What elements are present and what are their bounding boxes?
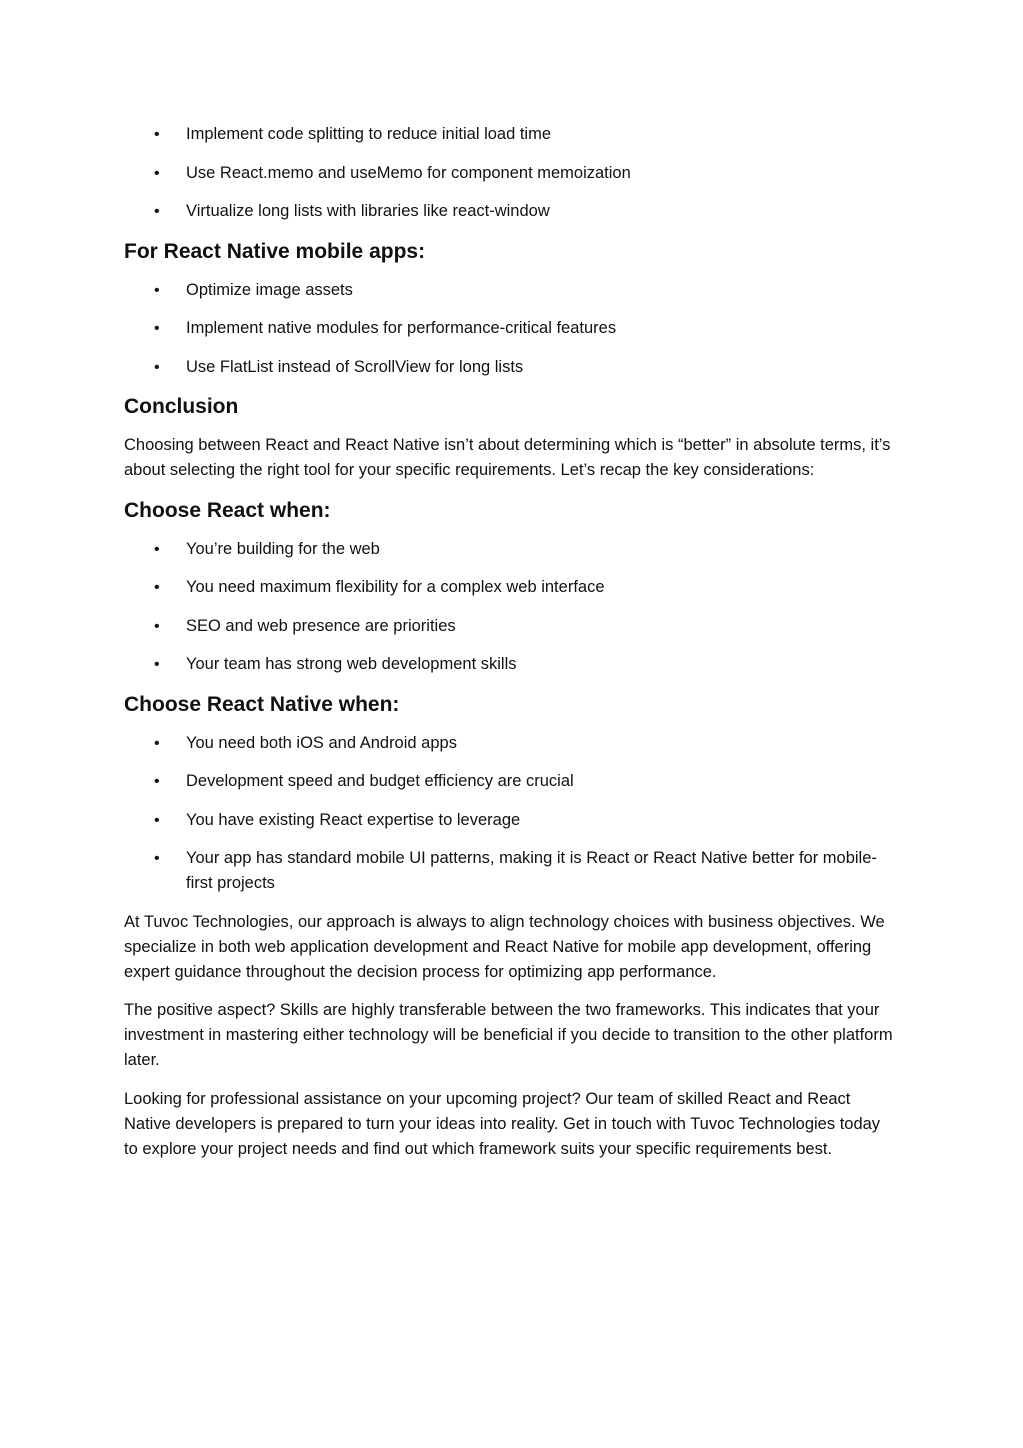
conclusion-heading: Conclusion bbox=[124, 395, 239, 418]
list-item: • Your team has strong web development skills bbox=[124, 652, 894, 677]
conclusion-paragraph: Choosing between React and React Native isn’t about determining which is “better” in absolute terms, it’s about selecting the right tool for your specific requirements. Let’s recap the key considerations: bbox=[124, 436, 891, 479]
body-paragraph: Looking for professional assistance on your upcoming project? Our team of skilled React and React Native developers is prepared to turn your ideas into reality. Get in touch with Tuvoc Technologies today to explore your project needs and find out which framework suits your specific requirements best. bbox=[124, 1089, 881, 1158]
body-paragraph: The positive aspect? Skills are highly transferable between the two frameworks. This indicates that your investment in mastering either technology will be beneficial if you decide to transition to the other platform later. bbox=[124, 1001, 893, 1069]
list-item: • You need both iOS and Android apps bbox=[124, 731, 894, 756]
list-item: • Implement code splitting to reduce initial load time bbox=[124, 122, 894, 147]
choose-react-native-list bbox=[124, 731, 894, 897]
list-item: • SEO and web presence are priorities bbox=[124, 614, 894, 639]
list-item: • Virtualize long lists with libraries like react-window bbox=[124, 199, 894, 224]
list-item: • Implement native modules for performance-critical features bbox=[124, 316, 894, 341]
list-item: • You have existing React expertise to leverage bbox=[124, 808, 894, 833]
list-item: • Development speed and budget efficiency are crucial bbox=[124, 769, 894, 794]
list-item: • Your app has standard mobile UI patterns, making it is React or React Native better for mobile-first projects bbox=[124, 846, 894, 896]
intro-bullet-list bbox=[124, 122, 894, 224]
list-item: • Use FlatList instead of ScrollView for long lists bbox=[124, 355, 894, 380]
mobile-apps-heading: For React Native mobile apps: bbox=[124, 239, 426, 263]
choose-react-native-heading: Choose React Native when: bbox=[124, 692, 400, 716]
mobile-apps-list bbox=[124, 278, 894, 380]
body-paragraph: At Tuvoc Technologies, our approach is always to align technology choices with business objectives. We specialize in both web application development and React Native for mobile app development, offering expert guidance throughout the decision process for optimizing app performance. bbox=[124, 912, 885, 981]
list-item: • Use React.memo and useMemo for component memoization bbox=[124, 161, 894, 186]
choose-react-list bbox=[124, 537, 894, 678]
document-page bbox=[124, 122, 894, 1175]
choose-react-heading: Choose React when: bbox=[124, 498, 331, 522]
list-item: • Optimize image assets bbox=[124, 278, 894, 303]
list-item: • You need maximum flexibility for a complex web interface bbox=[124, 575, 894, 600]
list-item: • You’re building for the web bbox=[124, 537, 894, 562]
